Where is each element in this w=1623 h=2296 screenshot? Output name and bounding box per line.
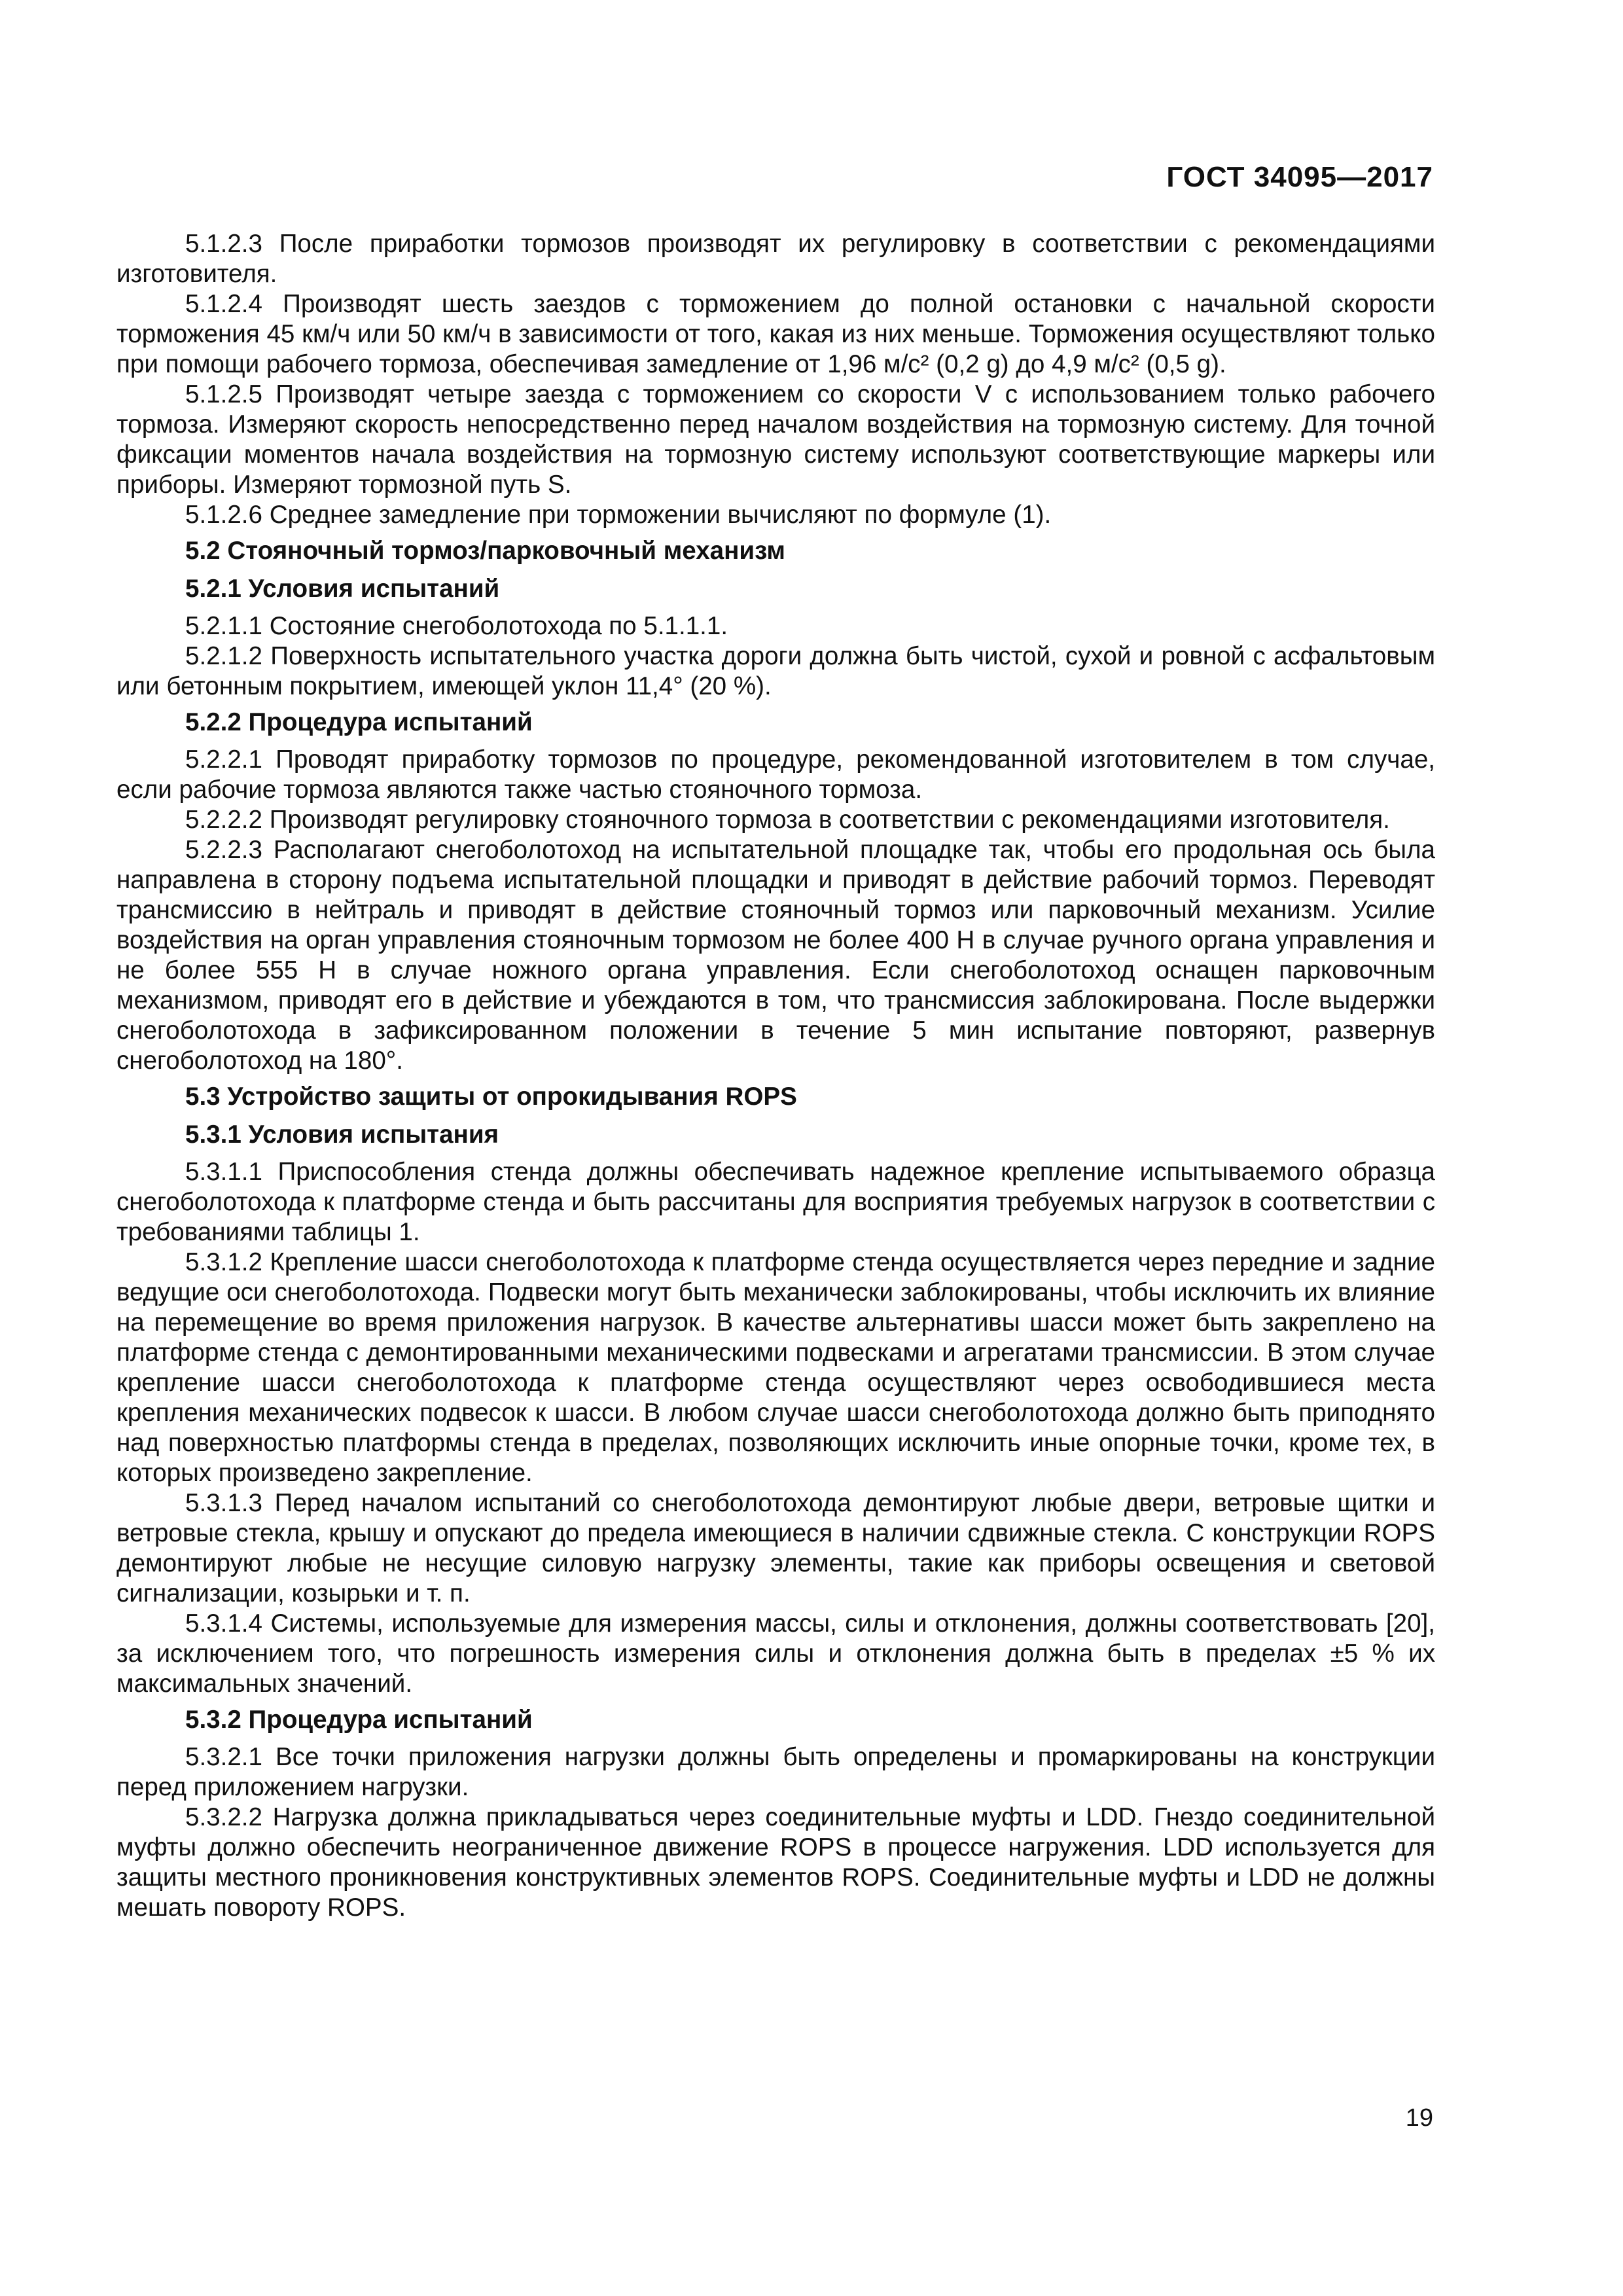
paragraph-5-1-2-3: 5.1.2.3 После приработки тормозов производят их регулировку в соответствии с рекомендациями изготовителя. <box>116 230 1435 288</box>
paragraph-5-3-1-2: 5.3.1.2 Крепление шасси снегоболотохода к платформе стенда осуществляется через передние и задние ведущие оси снегоболотохода. Подвески могут быть механически заблокированы, чтобы исключить их влияние на перемещение во время приложения нагрузок. В качестве альтернативы шасси может быть закреплено на платформе стенда с демонтированными механическими подвесками и агрегатами трансмиссии. В этом случае крепление шасси снегоболотохода к платформе стенда осуществляют через освободившиеся места крепления механических подвесок к шасси. В любом случае шасси снегоболотохода должно быть приподнято над поверхностью платформы стенда в пределах, позволяющих исключить иные опорные точки, кроме тех, в которых произведено закрепление. <box>116 1248 1435 1487</box>
paragraph-5-2-1-2: 5.2.1.2 Поверхность испытательного участка дороги должна быть чистой, сухой и ровной с асфальтовым или бетонным покрытием, имеющей уклон 11,4° (20 %). <box>116 642 1435 700</box>
document-body <box>116 229 1435 1923</box>
document-code-header: ГОСТ 34095—2017 <box>1166 161 1433 193</box>
paragraph-5-3-1-3: 5.3.1.3 Перед началом испытаний со снегоболотохода демонтируют любые двери, ветровые щитки и ветровые стекла, крышу и опускают до предела имеющиеся в наличии сдвижные стекла. С конструкции ROPS демонтируют любые не несущие силовую нагрузку элементы, такие как приборы освещения и световой сигнализации, козырьки и т. п. <box>116 1489 1435 1607</box>
section-heading-5-3: 5.3 Устройство защиты от опрокидывания ROPS <box>185 1083 797 1111</box>
subsection-heading-5-3-2: 5.3.2 Процедура испытаний <box>185 1706 533 1734</box>
paragraph-5-2-1-1: 5.2.1.1 Состояние снегоболотохода по 5.1.1.1. <box>185 612 728 640</box>
paragraph-5-3-1-1: 5.3.1.1 Приспособления стенда должны обеспечивать надежное крепление испытываемого образца снегоболотохода к платформе стенда и быть рассчитаны для восприятия требуемых нагрузок в соответствии с требованиями таблицы 1. <box>116 1158 1435 1246</box>
paragraph-5-2-2-2: 5.2.2.2 Производят регулировку стояночного тормоза в соответствии с рекомендациями изготовителя. <box>185 806 1390 834</box>
paragraph-5-1-2-6: 5.1.2.6 Среднее замедление при торможении вычисляют по формуле (1). <box>185 501 1052 529</box>
paragraph-5-3-2-2: 5.3.2.2 Нагрузка должна прикладываться через соединительные муфты и LDD. Гнездо соединительной муфты должно обеспечить неограниченное движение ROPS в процессе нагружения. LDD используется для защиты местного проникновения конструктивных элементов ROPS. Соединительные муфты и LDD не должны мешать повороту ROPS. <box>116 1803 1435 1922</box>
subsection-heading-5-2-2: 5.2.2 Процедура испытаний <box>185 708 533 736</box>
subsection-heading-5-2-1: 5.2.1 Условия испытаний <box>185 575 500 603</box>
paragraph-5-3-1-4: 5.3.1.4 Системы, используемые для измерения массы, силы и отклонения, должны соответствовать [20], за исключением того, что погрешность измерения силы и отклонения должна быть в пределах ±5 % их максимальных значений. <box>116 1609 1435 1698</box>
subsection-heading-5-3-1: 5.3.1 Условия испытания <box>185 1121 499 1149</box>
section-heading-5-2: 5.2 Стояночный тормоз/парковочный механизм <box>185 537 785 565</box>
paragraph-5-2-2-3: 5.2.2.3 Располагают снегоболотоход на испытательной площадке так, чтобы его продольная ось была направлена в сторону подъема испытательной площадки и приводят в действие рабочий тормоз. Переводят трансмиссию в нейтраль и приводят в действие стояночный тормоз или парковочный механизм. Усилие воздействия на орган управления стояночным тормозом не более 400 Н в случае ручного органа управления и не более 555 Н в случае ножного органа управления. Если снегоболотоход оснащен парковочным механизмом, приводят его в действие и убеждаются в том, что трансмиссия заблокирована. После выдержки снегоболотохода в зафиксированном положении в течение 5 мин испытание повторяют, развернув снегоболотоход на 180°. <box>116 836 1435 1075</box>
paragraph-5-1-2-4: 5.1.2.4 Производят шесть заездов с торможением до полной остановки с начальной скорости торможения 45 км/ч или 50 км/ч в зависимости от того, какая из них меньше. Торможения осуществляют только при помощи рабочего тормоза, обеспечивая замедление от 1,96 м/с² (0,2 g) до 4,9 м/с² (0,5 g). <box>116 290 1435 378</box>
page-number: 19 <box>1405 2104 1433 2132</box>
paragraph-5-3-2-1: 5.3.2.1 Все точки приложения нагрузки должны быть определены и промаркированы на конструкции перед приложением нагрузки. <box>116 1743 1435 1801</box>
paragraph-5-1-2-5: 5.1.2.5 Производят четыре заезда с торможением со скорости V с использованием только рабочего тормоза. Измеряют скорость непосредственно перед началом воздействия на тормозную систему. Для точной фиксации моментов начала воздействия на тормозную систему используют соответствующие маркеры или приборы. Измеряют тормозной путь S. <box>116 380 1435 499</box>
paragraph-5-2-2-1: 5.2.2.1 Проводят приработку тормозов по процедуре, рекомендованной изготовителем в том случае, если рабочие тормоза являются также частью стояночного тормоза. <box>116 745 1435 804</box>
